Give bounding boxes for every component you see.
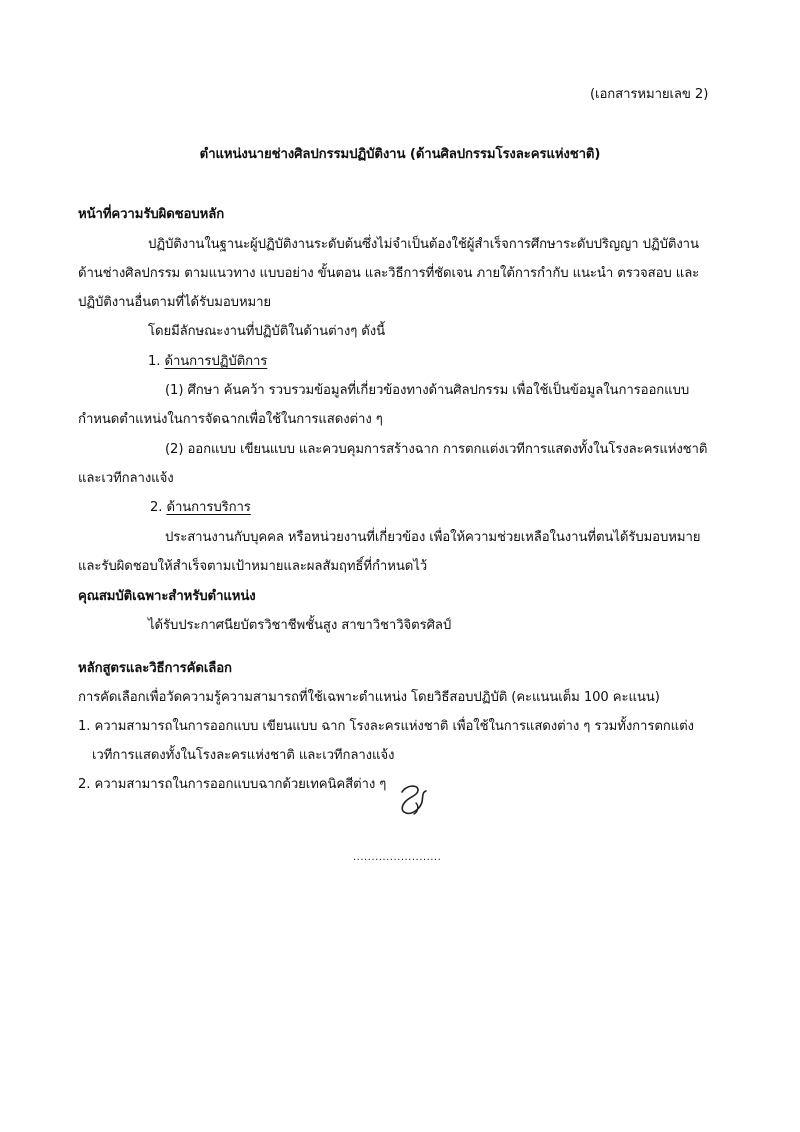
section-1-item-2-line-1: (2) ออกแบบ เขียนแบบ และควบคุมการสร้างฉาก การตกแต่งเวทีการแสดงทั้งในโรงละครแห่งชาติ [165,442,708,457]
selection-item-1-line-1: 1. ความสามารถในการออกแบบ เขียนแบบ ฉาก โรงละครแห่งชาติ เพื่อใช้ในการแสดงต่าง ๆ รวมทั้งการตกแต่ง [78,719,694,734]
selection-item-1-line-2: เวทีการแสดงทั้งในโรงละครแห่งชาติ และเวทีกลางแจ้ง [92,748,395,763]
signature-mark [388,780,438,820]
qualifications-text: ได้รับประกาศนียบัตรวิชาชีพชั้นสูง สาขาวิชาวิจิตรศิลป์ [148,618,452,633]
section-1-number: 1. [148,354,161,369]
section-1-heading [148,353,267,371]
duties-intro-line-3: ปฏิบัติงานอื่นตามที่ได้รับมอบหมาย [78,295,272,310]
selection-heading: หลักสูตรและวิธีการคัดเลือก [78,661,232,676]
section-2-heading [150,499,251,517]
section-2-item-line-2: และรับผิดชอบให้สำเร็จตามเป้าหมายและผลสัมฤทธิ์ที่กำหนดไว้ [78,559,428,574]
section-1-item-2-line-2: และเวทีกลางแจ้ง [78,471,174,486]
end-of-document-marker: ........................ [353,852,442,863]
section-2-item-line-1: ประสานงานกับบุคคล หรือหน่วยงานที่เกี่ยวข้อง เพื่อให้ความช่วยเหลือในงานที่ตนได้รับมอบหมาย [165,530,701,545]
selection-intro: การคัดเลือกเพื่อวัดความรู้ความสามารถที่ใช้เฉพาะตำแหน่ง โดยวิธีสอบปฏิบัติ (คะแนนเต็ม 100 คะแนน) [78,690,660,705]
duties-heading: หน้าที่ความรับผิดชอบหลัก [78,207,225,222]
selection-item-2: 2. ความสามารถในการออกแบบฉากด้วยเทคนิคสีต่าง ๆ [78,777,387,792]
duties-characteristics: โดยมีลักษณะงานที่ปฏิบัติในด้านต่างๆ ดังนี้ [148,324,385,339]
section-1-item-1-line-1: (1) ศึกษา ค้นคว้า รวบรวมข้อมูลที่เกี่ยวข้องทางด้านศิลปกรรม เพื่อใช้เป็นข้อมูลในการออกแบบ [165,383,690,398]
section-1-label: ด้านการปฏิบัติการ [164,354,268,369]
section-2-number: 2. [150,500,163,515]
document-number: (เอกสารหมายเลข 2) [590,87,709,102]
document-title: ตำแหน่งนายช่างศิลปกรรมปฏิบัติงาน (ด้านศิลปกรรมโรงละครแห่งชาติ) [199,147,601,162]
section-2-label: ด้านการบริการ [166,500,251,515]
duties-intro-line-1: ปฏิบัติงานในฐานะผู้ปฏิบัติงานระดับต้นซึ่งไม่จำเป็นต้องใช้ผู้สำเร็จการศึกษาระดับปริญญา ปฏิบัติงาน [148,237,699,252]
qualifications-heading: คุณสมบัติเฉพาะสำหรับตำแหน่ง [78,589,256,604]
duties-intro-line-2: ด้านช่างศิลปกรรม ตามแนวทาง แบบอย่าง ขั้นตอน และวิธีการที่ชัดเจน ภายใต้การกำกับ แนะนำ ตรวจสอบ และ [78,266,700,281]
section-1-item-1-line-2: กำหนดตำแหน่งในการจัดฉากเพื่อใช้ในการแสดงต่าง ๆ [78,412,383,427]
